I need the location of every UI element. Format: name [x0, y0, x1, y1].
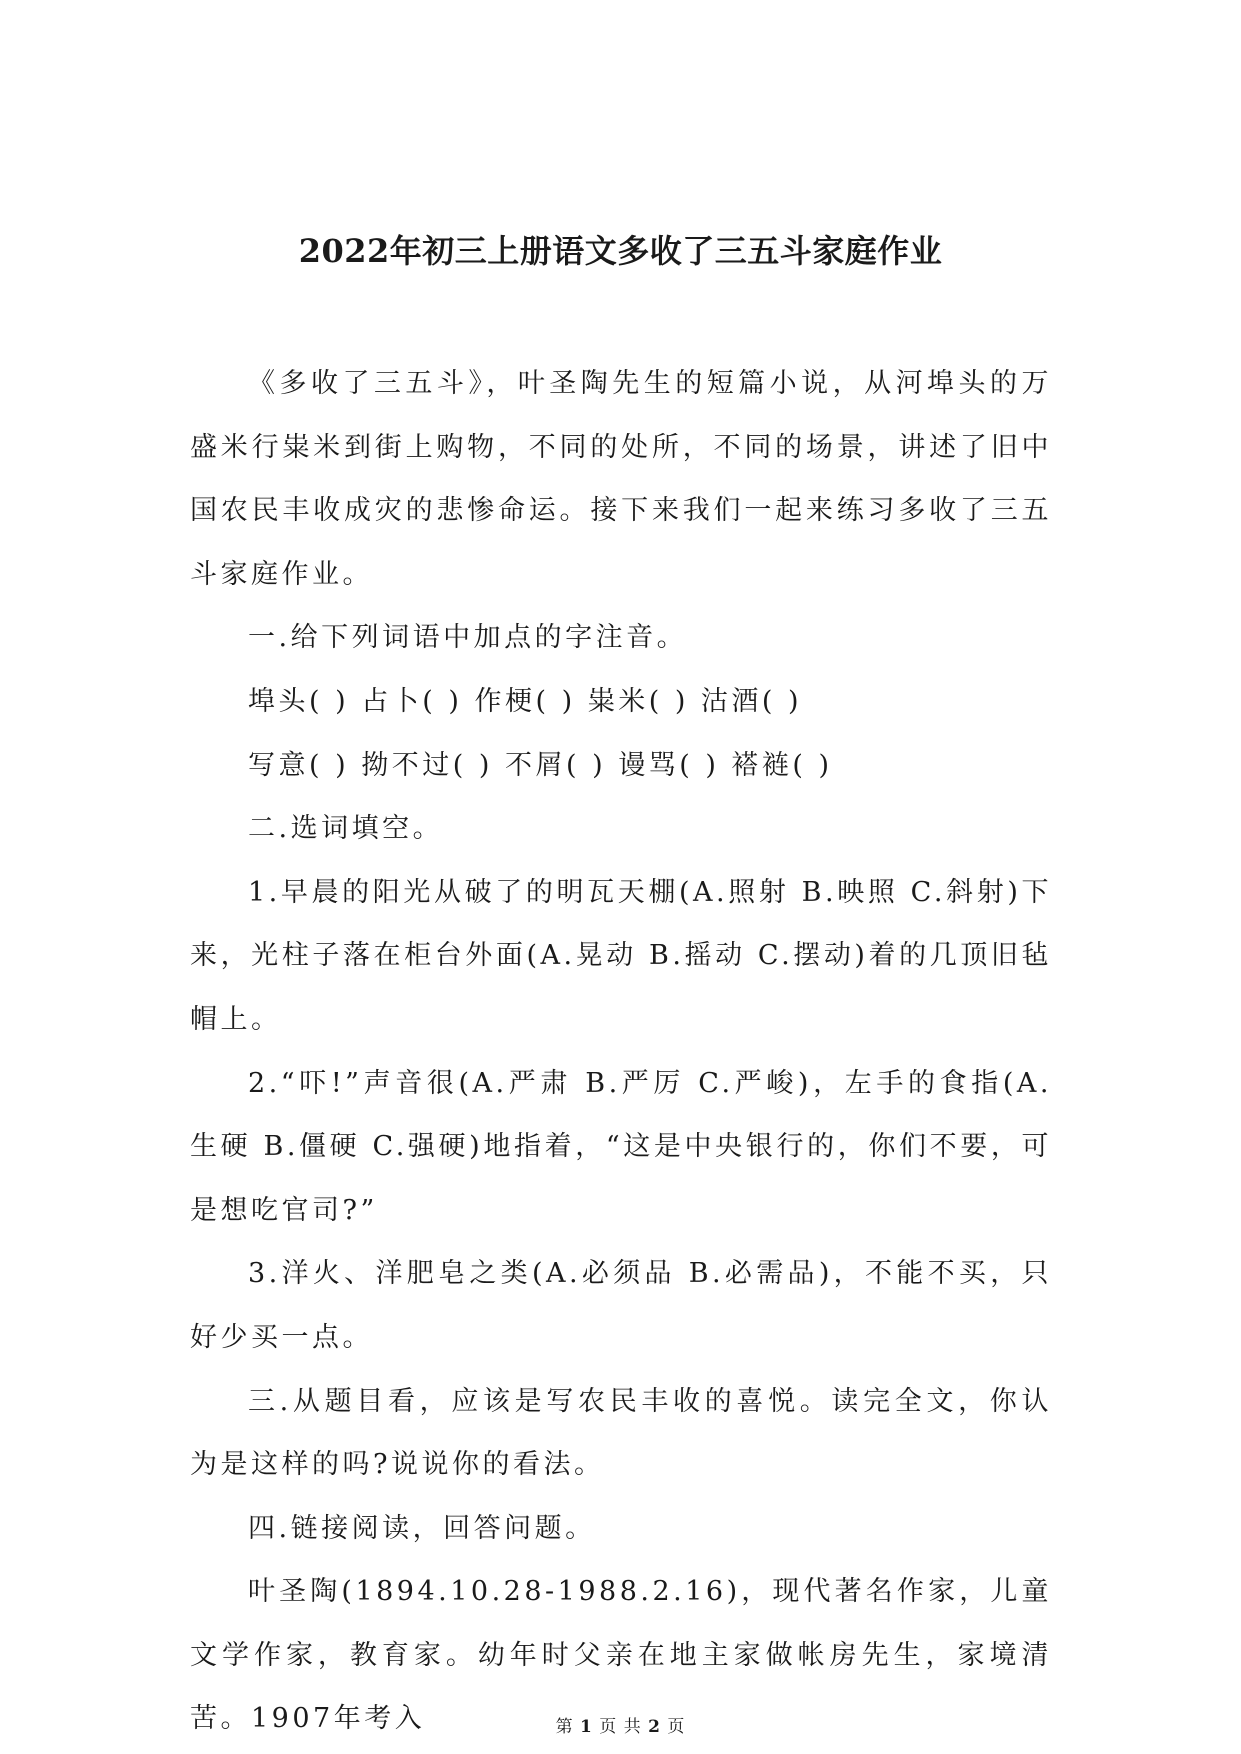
- section-heading-4: 四.链接阅读，回答问题。: [248, 1512, 596, 1544]
- question-2-2: 2.“吓!”声音很(A.严肃 B.严厉 C.严峻)，左手的食指(A.生硬 B.僵硬 C.强硬)地指着，“这是中央银行的，你们不要，可是想吃官司?”: [190, 1067, 1052, 1226]
- footer-prefix: 第: [555, 1717, 574, 1737]
- footer-page-number: 1: [580, 1717, 593, 1737]
- document-body: [190, 352, 1052, 1751]
- pinyin-words-row-2: 写意( ) 拗不过( ) 不屑( ) 谩骂( ) 褡裢( ): [248, 749, 833, 781]
- section-heading-2: 二.选词填空。: [248, 813, 444, 845]
- page-footer: [0, 1712, 1241, 1737]
- footer-total-pages: 2: [648, 1717, 661, 1737]
- footer-suffix: 页: [667, 1717, 686, 1737]
- pinyin-words-row-1: 埠头( ) 占卜( ) 作梗( ) 粜米( ) 沽酒( ): [248, 685, 803, 717]
- footer-middle: 页 共: [599, 1717, 642, 1737]
- question-2-3: 3.洋火、洋肥皂之类(A.必须品 B.必需品)，不能不买，只好少买一点。: [190, 1258, 1052, 1353]
- section-heading-3: 三.从题目看，应该是写农民丰收的喜悦。读完全文，你认为是这样的吗?说说你的看法。: [190, 1385, 1052, 1481]
- section-heading-1: 一.给下列词语中加点的字注音。: [248, 622, 688, 654]
- document-title: 2022年初三上册语文多收了三五斗家庭作业: [298, 232, 943, 270]
- paragraph-author-bio: 叶圣陶(1894.10.28-1988.2.16)，现代著名作家，儿童文学作家，教育家。幼年时父亲在地主家做帐房先生，家境清苦。1907年考入: [190, 1576, 1052, 1735]
- question-2-1: 1.早晨的阳光从破了的明瓦天棚(A.照射 B.映照 C.斜射)下来，光柱子落在柜台外面(A.晃动 B.摇动 C.摆动)着的几顶旧毡帽上。: [190, 876, 1052, 1035]
- paragraph-intro: 《多收了三五斗》，叶圣陶先生的短篇小说，从河埠头的万盛米行粜米到街上购物，不同的处所，不同的场景，讲述了旧中国农民丰收成灾的悲惨命运。接下来我们一起来练习多收了三五斗家庭作业。: [190, 368, 1052, 590]
